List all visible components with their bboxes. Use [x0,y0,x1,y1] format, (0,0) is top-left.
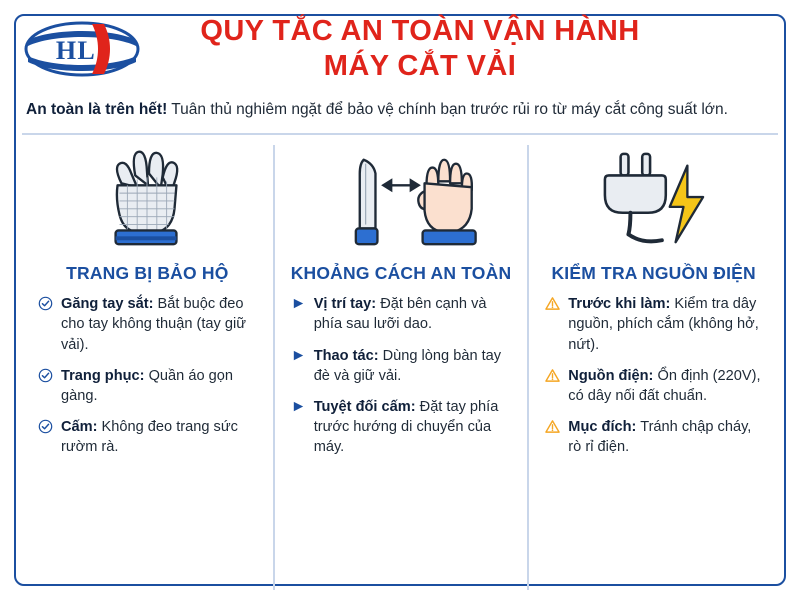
list-item-text: Trang phục: Quần áo gọn gàng. [61,367,233,404]
list-item [38,366,257,406]
list-item [38,294,257,354]
item-list [291,294,512,468]
intro-text [22,92,778,131]
column-title: TRANG BỊ BẢO HỘ [66,263,229,284]
intro-lead: An toàn là trên hết! [26,101,168,118]
warning-triangle-icon [545,296,561,315]
chainmail-glove-icon [38,145,257,255]
check-circle-icon [38,296,54,315]
list-item-text: Vị trí tay: Đặt bên cạnh và phía sau lưỡi dao. [313,296,487,333]
column-title: KHOẢNG CÁCH AN TOÀN [290,263,512,284]
list-item [291,294,512,334]
list-item-text: Trước khi làm: Kiểm tra dây nguồn, phích cắm (không hở, nứt). [568,296,759,353]
list-item [291,346,512,386]
item-list [38,294,257,468]
list-item [545,294,762,354]
hl-logo-icon [22,12,142,86]
item-list [545,294,762,468]
warning-triangle-icon [545,368,561,387]
power-plug-bolt-icon [545,145,762,255]
list-item-text: Găng tay sắt: Bắt buộc đeo cho tay không thuận (tay giữ vải). [61,296,247,353]
check-circle-icon [38,368,54,387]
hl-logo [22,12,142,86]
column-power-check [527,145,778,590]
column-protective-gear [22,145,273,590]
list-item-text: Nguồn điện: Ổn định (220V), có dây nối đất chuẩn. [568,367,761,404]
list-item [291,397,512,457]
triangle-right-icon [291,348,307,367]
title-line-1: QUY TẮC AN TOÀN VẬN HÀNH [200,14,640,47]
title-line-2: MÁY CẮT VẢI [323,50,517,82]
svg-text:H: H [55,36,77,65]
list-item [38,417,257,457]
intro-rest: Tuân thủ nghiêm ngặt để bảo vệ chính bạn trước rủi ro từ máy cắt công suất lớn. [167,101,728,118]
triangle-right-icon [291,399,307,418]
column-title: KIỂM TRA NGUỒN ĐIỆN [551,263,756,284]
list-item-text: Thao tác: Dùng lòng bàn tay đè và giữ vải. [313,347,502,384]
columns [22,135,778,590]
warning-triangle-icon [545,419,561,438]
header [22,12,778,92]
triangle-right-icon [291,296,307,315]
svg-text:L: L [77,36,95,65]
list-item [545,417,762,457]
list-item-text: Tuyệt đối cấm: Đặt tay phía trước hướng di chuyển của máy. [313,398,499,455]
list-item [545,366,762,406]
blade-hand-distance-icon [291,145,512,255]
list-item-text: Cấm: Không đeo trang sức rườm rà. [61,418,238,455]
check-circle-icon [38,419,54,438]
page-title [152,14,778,85]
list-item-text: Mục đích: Tránh chập cháy, rò rỉ điện. [568,418,752,455]
column-safe-distance [273,145,528,590]
